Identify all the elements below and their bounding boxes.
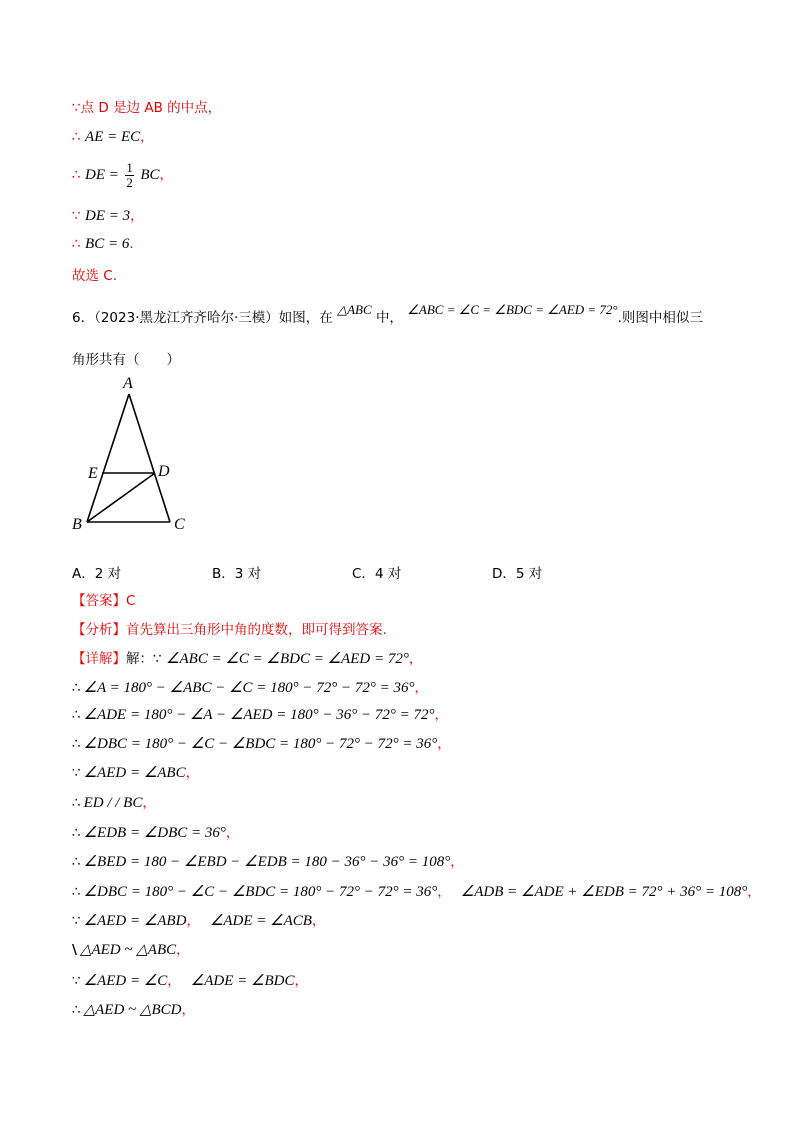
- option-letter: D．: [492, 566, 516, 582]
- punctuation: ，: [434, 707, 448, 723]
- detail-intro-text: 解：∵: [126, 651, 162, 667]
- fraction-denominator: 2: [126, 174, 133, 190]
- math-expression-left: DE =: [85, 167, 119, 183]
- question-stem: [72, 302, 703, 327]
- math-expression-extra: ∠ADB = ∠ADE + ∠EDB = 72° + 36° = 108°: [460, 884, 748, 900]
- math-expression: ∠DBC = 180° − ∠C − ∠BDC = 180° − 72° − 72° = 36°: [83, 736, 438, 752]
- question-number-source: 6．（2023·黑龙江齐齐哈尔·三模）如图，在: [72, 310, 333, 326]
- math-expression-extra: ∠ADE = ∠ACB: [209, 913, 312, 929]
- punctuation: ，: [176, 942, 190, 958]
- detail-step-line: [72, 764, 199, 782]
- punctuation: ，: [142, 795, 156, 811]
- option-text: 4 对: [374, 566, 402, 582]
- math-expression: BC = 6: [85, 236, 130, 252]
- detail-step-line: [72, 824, 239, 842]
- option-a[interactable]: [72, 562, 121, 582]
- option-letter: B．: [212, 566, 235, 582]
- punctuation: ，: [140, 129, 154, 145]
- logic-symbol: ∵: [72, 973, 81, 989]
- punctuation: ，: [130, 208, 144, 224]
- because-symbol: ∵: [72, 208, 81, 224]
- math-expression-extra: ∠ADE = ∠BDC: [190, 973, 295, 989]
- logic-symbol: ∴: [72, 795, 81, 811]
- logic-symbol: ∴: [72, 1002, 81, 1018]
- punctuation: ，: [437, 884, 451, 900]
- analysis-tag: 【分析】: [72, 622, 126, 638]
- question-tail: .则图中相似三: [617, 310, 703, 326]
- solution-line-midpoint: ∵点 D 是边 AB 的中点，: [72, 100, 222, 116]
- punctuation: ，: [225, 825, 240, 841]
- math-expression: ∠AED = ∠ABC: [83, 765, 186, 781]
- therefore-symbol: ∴: [72, 129, 81, 145]
- detail-step-line: [72, 794, 156, 812]
- detail-step-line: [72, 883, 761, 901]
- detail-step-line: [72, 912, 325, 930]
- math-expression-right: BC: [140, 167, 160, 183]
- math-expression: ∠ABC = ∠C = ∠BDC = ∠AED = 72°: [166, 651, 409, 667]
- math-expression: ∠AED = ∠ABD: [83, 913, 187, 929]
- math-expression: ∠AED = ∠C: [83, 973, 168, 989]
- label-d: D: [158, 463, 170, 480]
- angle-condition: ∠ABC = ∠C = ∠BDC = ∠AED = 72°: [407, 302, 618, 317]
- logic-symbol: ∵: [72, 765, 81, 781]
- analysis-text: 首先算出三角形中角的度数，即可得到答案.: [126, 622, 387, 638]
- detail-tag: 【详解】: [72, 651, 126, 667]
- logic-symbol: ∴: [72, 825, 81, 841]
- label-c: C: [174, 516, 185, 533]
- punctuation: ，: [294, 973, 308, 989]
- detail-step-line: [72, 706, 448, 724]
- math-expression: ED / / BC: [83, 795, 143, 811]
- math-expression: DE = 3: [85, 208, 131, 224]
- fraction: [125, 161, 134, 190]
- solution-line-bc-6: [72, 235, 143, 253]
- punctuation: ，: [414, 680, 429, 696]
- math-expression: △AED ~ △ABC: [79, 942, 177, 958]
- solution-line-ae-ec: [72, 128, 154, 146]
- punctuation: ，: [159, 167, 173, 183]
- logic-symbol: ∴: [72, 884, 81, 900]
- detail-step-line: [72, 941, 190, 959]
- triangle-abc: △ABC: [337, 302, 372, 317]
- math-expression: AE = EC: [85, 129, 141, 145]
- answer-line: [72, 592, 135, 610]
- math-expression: ∠ADE = 180° − ∠A − ∠AED = 180° − 36° − 72° = 72°: [83, 707, 435, 723]
- math-expression: ∠DBC = 180° − ∠C − ∠BDC = 180° − 72° − 72° = 36°: [83, 884, 438, 900]
- detail-step-line: [72, 735, 451, 753]
- option-b[interactable]: [212, 562, 261, 582]
- punctuation: ．: [129, 236, 143, 252]
- analysis-line: [72, 621, 387, 639]
- option-d[interactable]: [492, 562, 542, 582]
- question-mid-text: 中，: [375, 310, 403, 326]
- option-letter: A．: [72, 566, 95, 582]
- option-c[interactable]: [352, 562, 401, 582]
- option-text: 3 对: [234, 566, 262, 582]
- logic-symbol: ∴: [72, 680, 81, 696]
- logic-symbol: ∴: [72, 854, 81, 870]
- label-a: A: [123, 375, 133, 392]
- answer-value: C: [126, 593, 136, 609]
- punctuation: ，: [311, 913, 326, 929]
- question-stem-line2: 角形共有（ ）: [72, 352, 180, 368]
- side-ab: [87, 394, 129, 522]
- punctuation: ，: [181, 1002, 195, 1018]
- label-b: B: [72, 516, 82, 533]
- label-e: E: [88, 465, 98, 482]
- answer-tag: 【答案】: [72, 593, 126, 609]
- punctuation: ，: [747, 884, 761, 900]
- solution-line-de-3: [72, 207, 144, 225]
- therefore-symbol: ∴: [72, 236, 81, 252]
- math-expression: △AED ~ △BCD: [83, 1002, 182, 1018]
- option-text: 5 对: [515, 566, 543, 582]
- therefore-symbol: ∴: [72, 167, 81, 183]
- solution-line-de-half-bc: [72, 160, 173, 190]
- option-text: 2 对: [94, 566, 122, 582]
- punctuation: ，: [437, 736, 451, 752]
- math-expression: ∠A = 180° − ∠ABC − ∠C = 180° − 72° − 72° = 36°: [83, 680, 415, 696]
- detail-intro: [72, 650, 422, 668]
- fraction-numerator: 1: [126, 159, 133, 175]
- punctuation: ，: [167, 973, 181, 989]
- detail-step-line: [72, 679, 428, 697]
- detail-step-line: [72, 972, 308, 990]
- punctuation: ，: [408, 651, 423, 667]
- logic-symbol: \: [72, 942, 77, 958]
- solution-line-choose-c: 故选 C.: [72, 268, 118, 284]
- option-letter: C．: [352, 566, 375, 582]
- punctuation: ，: [185, 765, 200, 781]
- logic-symbol: ∴: [72, 736, 81, 752]
- math-expression: ∠BED = 180 − ∠EBD − ∠EDB = 180 − 36° − 36° = 108°: [83, 854, 451, 870]
- logic-symbol: ∴: [72, 707, 81, 723]
- math-expression: ∠EDB = ∠DBC = 36°: [83, 825, 226, 841]
- punctuation: ，: [186, 913, 200, 929]
- logic-symbol: ∵: [72, 913, 81, 929]
- triangle-figure: [60, 370, 210, 540]
- side-ac: [129, 394, 170, 522]
- detail-step-line: [72, 1001, 195, 1019]
- detail-step-line: [72, 853, 464, 871]
- punctuation: ，: [450, 854, 464, 870]
